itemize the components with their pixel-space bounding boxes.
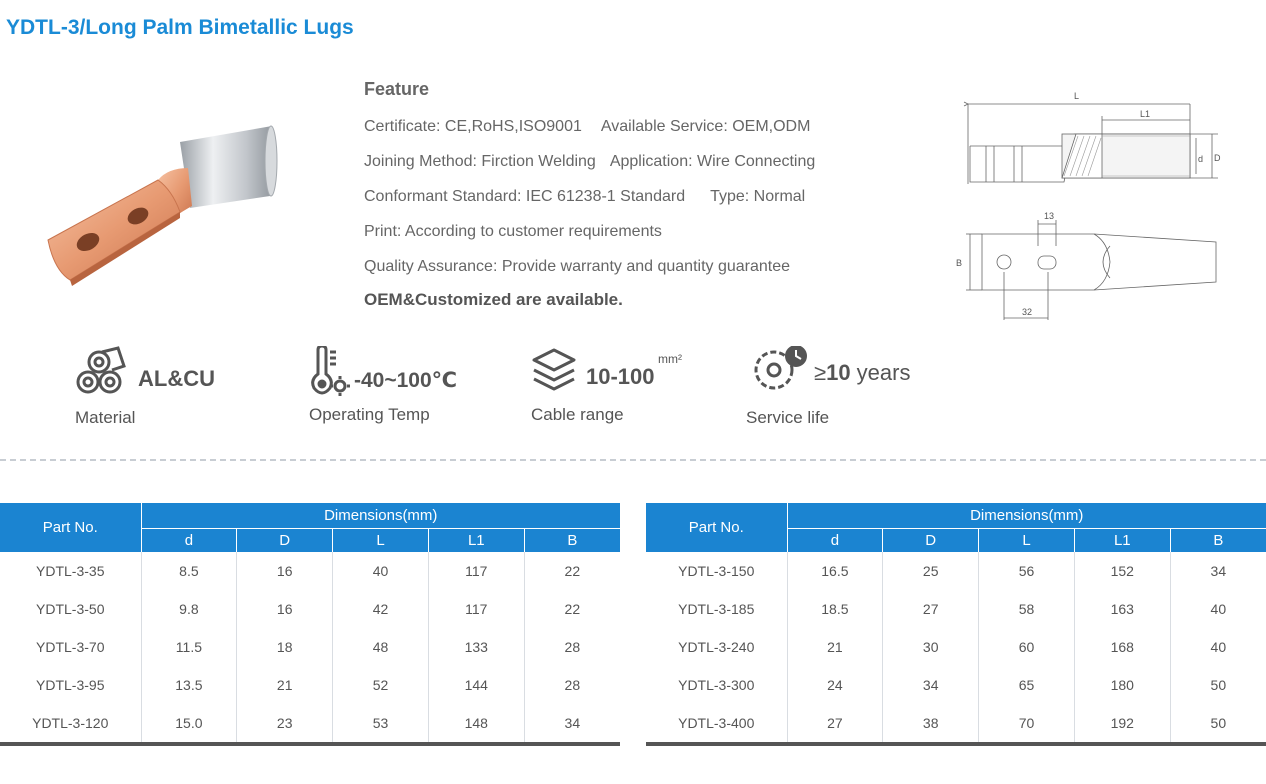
table-bottom-rule [646, 742, 1266, 746]
table-cell: 52 [333, 666, 429, 704]
service-text: Available Service: OEM,ODM [600, 118, 811, 135]
table-cell: 22 [564, 601, 581, 617]
table-cell: 30 [883, 628, 979, 666]
table-row [0, 552, 620, 590]
table-row [0, 704, 620, 742]
table-cell: 50 [1210, 715, 1227, 731]
material-label: Material [75, 408, 136, 427]
table-cell: 60 [979, 628, 1075, 666]
table-cell: 8.5 [141, 552, 237, 590]
section-divider [0, 459, 1266, 461]
table-cell: 40 [1210, 601, 1227, 617]
part-no-header: Part No. [0, 503, 141, 552]
part-no-cell: YDTL-3-120 [0, 704, 141, 742]
feature-row [364, 116, 884, 151]
column-header: d [787, 528, 883, 552]
feature-row [364, 256, 884, 291]
table-cell: 34 [883, 666, 979, 704]
thermometer-icon [308, 346, 352, 396]
table-row [646, 590, 1266, 628]
table-cell: 21 [237, 666, 333, 704]
cable-range-value: 10-100 [586, 364, 655, 389]
table-cell: 11.5 [141, 628, 237, 666]
table-cell: 18.5 [787, 590, 883, 628]
feature-section [364, 78, 884, 311]
table-cell: 48 [333, 628, 429, 666]
dim-label-L1: L1 [1140, 109, 1151, 119]
table-cell: 148 [428, 704, 524, 742]
column-header: L [979, 528, 1075, 552]
table-cell: 18 [237, 628, 333, 666]
page-title: YDTL-3/Long Palm Bimetallic Lugs [6, 16, 354, 39]
table-cell: 70 [979, 704, 1075, 742]
spec-material [72, 346, 272, 436]
table-cell: 56 [979, 552, 1075, 590]
dim-label-L: L [1074, 91, 1080, 101]
table-cell: 22 [564, 563, 581, 579]
table-cell: 27 [883, 590, 979, 628]
table-cell: 34 [564, 715, 581, 731]
part-no-cell: YDTL-3-400 [646, 704, 787, 742]
table-cell: 34 [1210, 563, 1227, 579]
table-cell: 192 [1074, 704, 1170, 742]
table-cell: 25 [883, 552, 979, 590]
part-no-cell: YDTL-3-50 [0, 590, 141, 628]
column-header: L1 [428, 528, 524, 552]
table-cell: 9.8 [141, 590, 237, 628]
dim-label-D: D [1214, 153, 1221, 163]
service-life-value: 10 [826, 360, 851, 385]
table-cell: 117 [428, 552, 524, 590]
feature-row [364, 186, 884, 221]
table-cell: 40 [333, 552, 429, 590]
technical-drawing [950, 86, 1240, 326]
table-cell: 53 [333, 704, 429, 742]
table-cell: 50 [1210, 677, 1227, 693]
table-cell: 28 [564, 639, 581, 655]
table-cell: 38 [883, 704, 979, 742]
table-cell: 180 [1074, 666, 1170, 704]
column-header: L1 [1074, 528, 1170, 552]
cable-range-label: Cable range [531, 405, 624, 424]
feature-row [364, 151, 884, 186]
table-row [646, 704, 1266, 742]
table-cell: 16.5 [787, 552, 883, 590]
table-cell: 163 [1074, 590, 1170, 628]
standard-text: Conformant Standard: IEC 61238-1 Standard [364, 188, 686, 205]
part-no-cell: YDTL-3-185 [646, 590, 787, 628]
column-header: d [141, 528, 237, 552]
temp-value: -40~100℃ [354, 369, 458, 392]
column-header: D [237, 528, 333, 552]
table-cell: 65 [979, 666, 1075, 704]
application-text: Application: Wire Connecting [609, 153, 816, 170]
cable-bundle-icon [72, 346, 126, 396]
table-cell: 152 [1074, 552, 1170, 590]
certificate-text: Certificate: CE,RoHS,ISO9001 [364, 118, 582, 135]
spec-table-right [646, 503, 1266, 746]
table-cell: 58 [979, 590, 1075, 628]
table-cell: 42 [333, 590, 429, 628]
table-cell: 168 [1074, 628, 1170, 666]
part-no-cell: YDTL-3-300 [646, 666, 787, 704]
table-row [0, 666, 620, 704]
spec-table-left [0, 503, 620, 746]
part-no-cell: YDTL-3-150 [646, 552, 787, 590]
table-cell: 28 [564, 677, 581, 693]
column-header: D [883, 528, 979, 552]
spec-temp [308, 346, 508, 436]
cable-range-unit: mm² [658, 352, 682, 366]
dim-label-32: 32 [1022, 307, 1033, 317]
dimensions-header: Dimensions(mm) [141, 503, 620, 528]
gear-clock-icon [746, 346, 810, 396]
table-bottom-rule [0, 742, 620, 746]
layers-icon [530, 346, 578, 396]
part-no-cell: YDTL-3-35 [0, 552, 141, 590]
service-life-value-group [814, 360, 910, 386]
spec-service-life [746, 346, 966, 436]
table-row [0, 590, 620, 628]
product-image [40, 120, 280, 290]
table-cell: 13.5 [141, 666, 237, 704]
table-row [646, 628, 1266, 666]
column-header: B [524, 528, 620, 552]
table-cell: 27 [787, 704, 883, 742]
table-cell: 144 [428, 666, 524, 704]
table-cell: 40 [1210, 639, 1227, 655]
spec-cable-range [530, 346, 730, 436]
table-cell: 133 [428, 628, 524, 666]
table-row [646, 552, 1266, 590]
table-row [0, 628, 620, 666]
table-row [646, 666, 1266, 704]
print-text: Print: According to customer requirements [364, 223, 662, 240]
column-header: L [333, 528, 429, 552]
feature-row [364, 221, 884, 256]
table-cell: 16 [237, 552, 333, 590]
table-cell: 24 [787, 666, 883, 704]
part-no-cell: YDTL-3-95 [0, 666, 141, 704]
service-life-prefix: ≥ [814, 360, 827, 385]
table-cell: 21 [787, 628, 883, 666]
part-no-cell: YDTL-3-240 [646, 628, 787, 666]
part-no-header: Part No. [646, 503, 787, 552]
table-cell: 23 [237, 704, 333, 742]
dim-label-13: 13 [1044, 211, 1055, 221]
oem-note: OEM&Customized are available. [364, 290, 623, 309]
service-life-suffix: years [850, 360, 911, 385]
feature-heading: Feature [364, 79, 430, 99]
dimensions-header: Dimensions(mm) [787, 503, 1266, 528]
service-life-label: Service life [746, 408, 830, 427]
table-cell: 117 [428, 590, 524, 628]
table-cell: 15.0 [141, 704, 237, 742]
material-value: AL&CU [138, 366, 215, 391]
table-cell: 16 [237, 590, 333, 628]
part-no-cell: YDTL-3-70 [0, 628, 141, 666]
type-text: Type: Normal [710, 188, 806, 205]
dim-label-B: B [956, 258, 963, 268]
quality-text: Quality Assurance: Provide warranty and quantity guarantee [364, 258, 791, 275]
column-header: B [1170, 528, 1266, 552]
temp-label: Operating Temp [309, 405, 430, 424]
joining-method-text: Joining Method: Firction Welding [364, 153, 596, 170]
dim-label-d: d [1198, 154, 1204, 164]
